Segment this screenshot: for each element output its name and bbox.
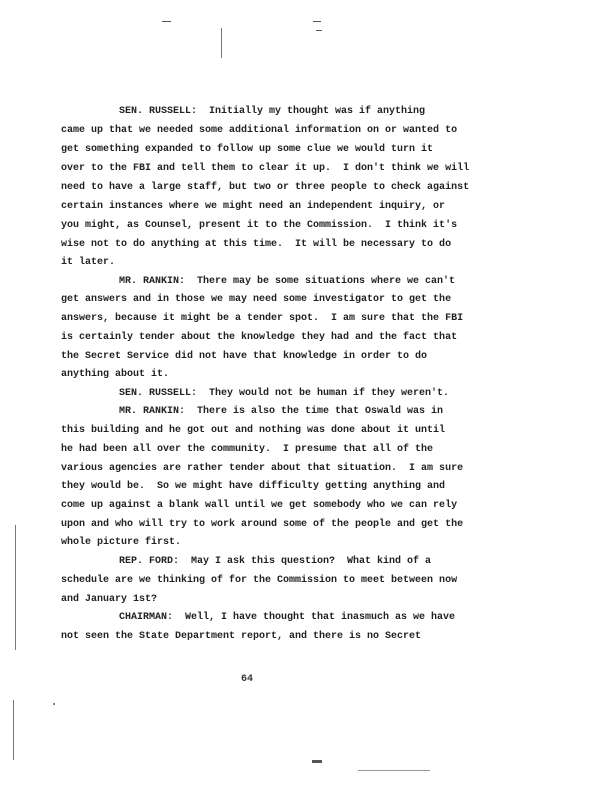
transcript-line: schedule are we thinking of for the Commission to meet between now xyxy=(61,575,458,586)
transcript-line: come up against a blank wall until we get somebody who we can rely xyxy=(61,500,458,511)
transcript-line: MR. RANKIN: There is also the time that Oswald was in xyxy=(119,406,444,417)
transcript-line: need to have a large staff, but two or three people to check against xyxy=(61,182,470,193)
transcript-line: answers, because it might be a tender spot. I am sure that the FBI xyxy=(61,313,464,324)
scan-vertical-mark xyxy=(221,28,222,58)
transcript-line: anything about it. xyxy=(61,369,170,380)
transcript-line: get answers and in those we may need some investigator to get the xyxy=(61,294,452,305)
transcript-line: whole picture first. xyxy=(61,537,182,548)
transcript-line: is certainly tender about the knowledge they had and the fact that xyxy=(61,332,458,343)
left-margin-mark-lower xyxy=(13,700,14,760)
transcript-line: upon and who will try to work around some of the people and get the xyxy=(61,519,464,530)
transcript-line: it later. xyxy=(61,257,116,268)
transcript-line: SEN. RUSSELL: They would not be human if they weren't. xyxy=(119,388,450,399)
corner-mark-right-tick xyxy=(316,30,322,31)
corner-mark-right xyxy=(313,21,321,22)
corner-mark-left xyxy=(162,21,171,22)
transcript-line: various agencies are rather tender about that situation. I am sure xyxy=(61,463,464,474)
transcript-line: came up that we needed some additional information on or wanted to xyxy=(61,125,458,136)
transcript-line: wise not to do anything at this time. It will be necessary to do xyxy=(61,239,452,250)
transcript-line: REP. FORD: May I ask this question? What kind of a xyxy=(119,556,432,567)
transcript-line: the Secret Service did not have that knowledge in order to do xyxy=(61,351,428,362)
transcript-line: SEN. RUSSELL: Initially my thought was if anything xyxy=(119,106,426,117)
left-dot xyxy=(53,703,55,705)
transcript-line: not seen the State Department report, and there is no Secret xyxy=(61,631,422,642)
transcript-line: MR. RANKIN: There may be some situations where we can't xyxy=(119,276,456,287)
left-margin-mark xyxy=(15,525,16,650)
transcript-line: he had been all over the community. I presume that all of the xyxy=(61,444,434,455)
transcript-line: they would be. So we might have difficulty getting anything and xyxy=(61,481,446,492)
transcript-line: get something expanded to follow up some clue we would turn it xyxy=(61,144,434,155)
page-number: 64 xyxy=(241,674,254,685)
transcript-line: CHAIRMAN: Well, I have thought that inasmuch as we have xyxy=(119,612,456,623)
transcript-line: and January 1st? xyxy=(61,594,158,605)
bottom-smudge xyxy=(312,760,322,763)
bottom-rule xyxy=(358,770,430,771)
transcript-line: this building and he got out and nothing was done about it until xyxy=(61,425,446,436)
transcript-line: certain instances where we might need an independent inquiry, or xyxy=(61,201,446,212)
transcript-line: you might, as Counsel, present it to the Commission. I think it's xyxy=(61,220,458,231)
transcript-line: over to the FBI and tell them to clear it up. I don't think we will xyxy=(61,163,470,174)
